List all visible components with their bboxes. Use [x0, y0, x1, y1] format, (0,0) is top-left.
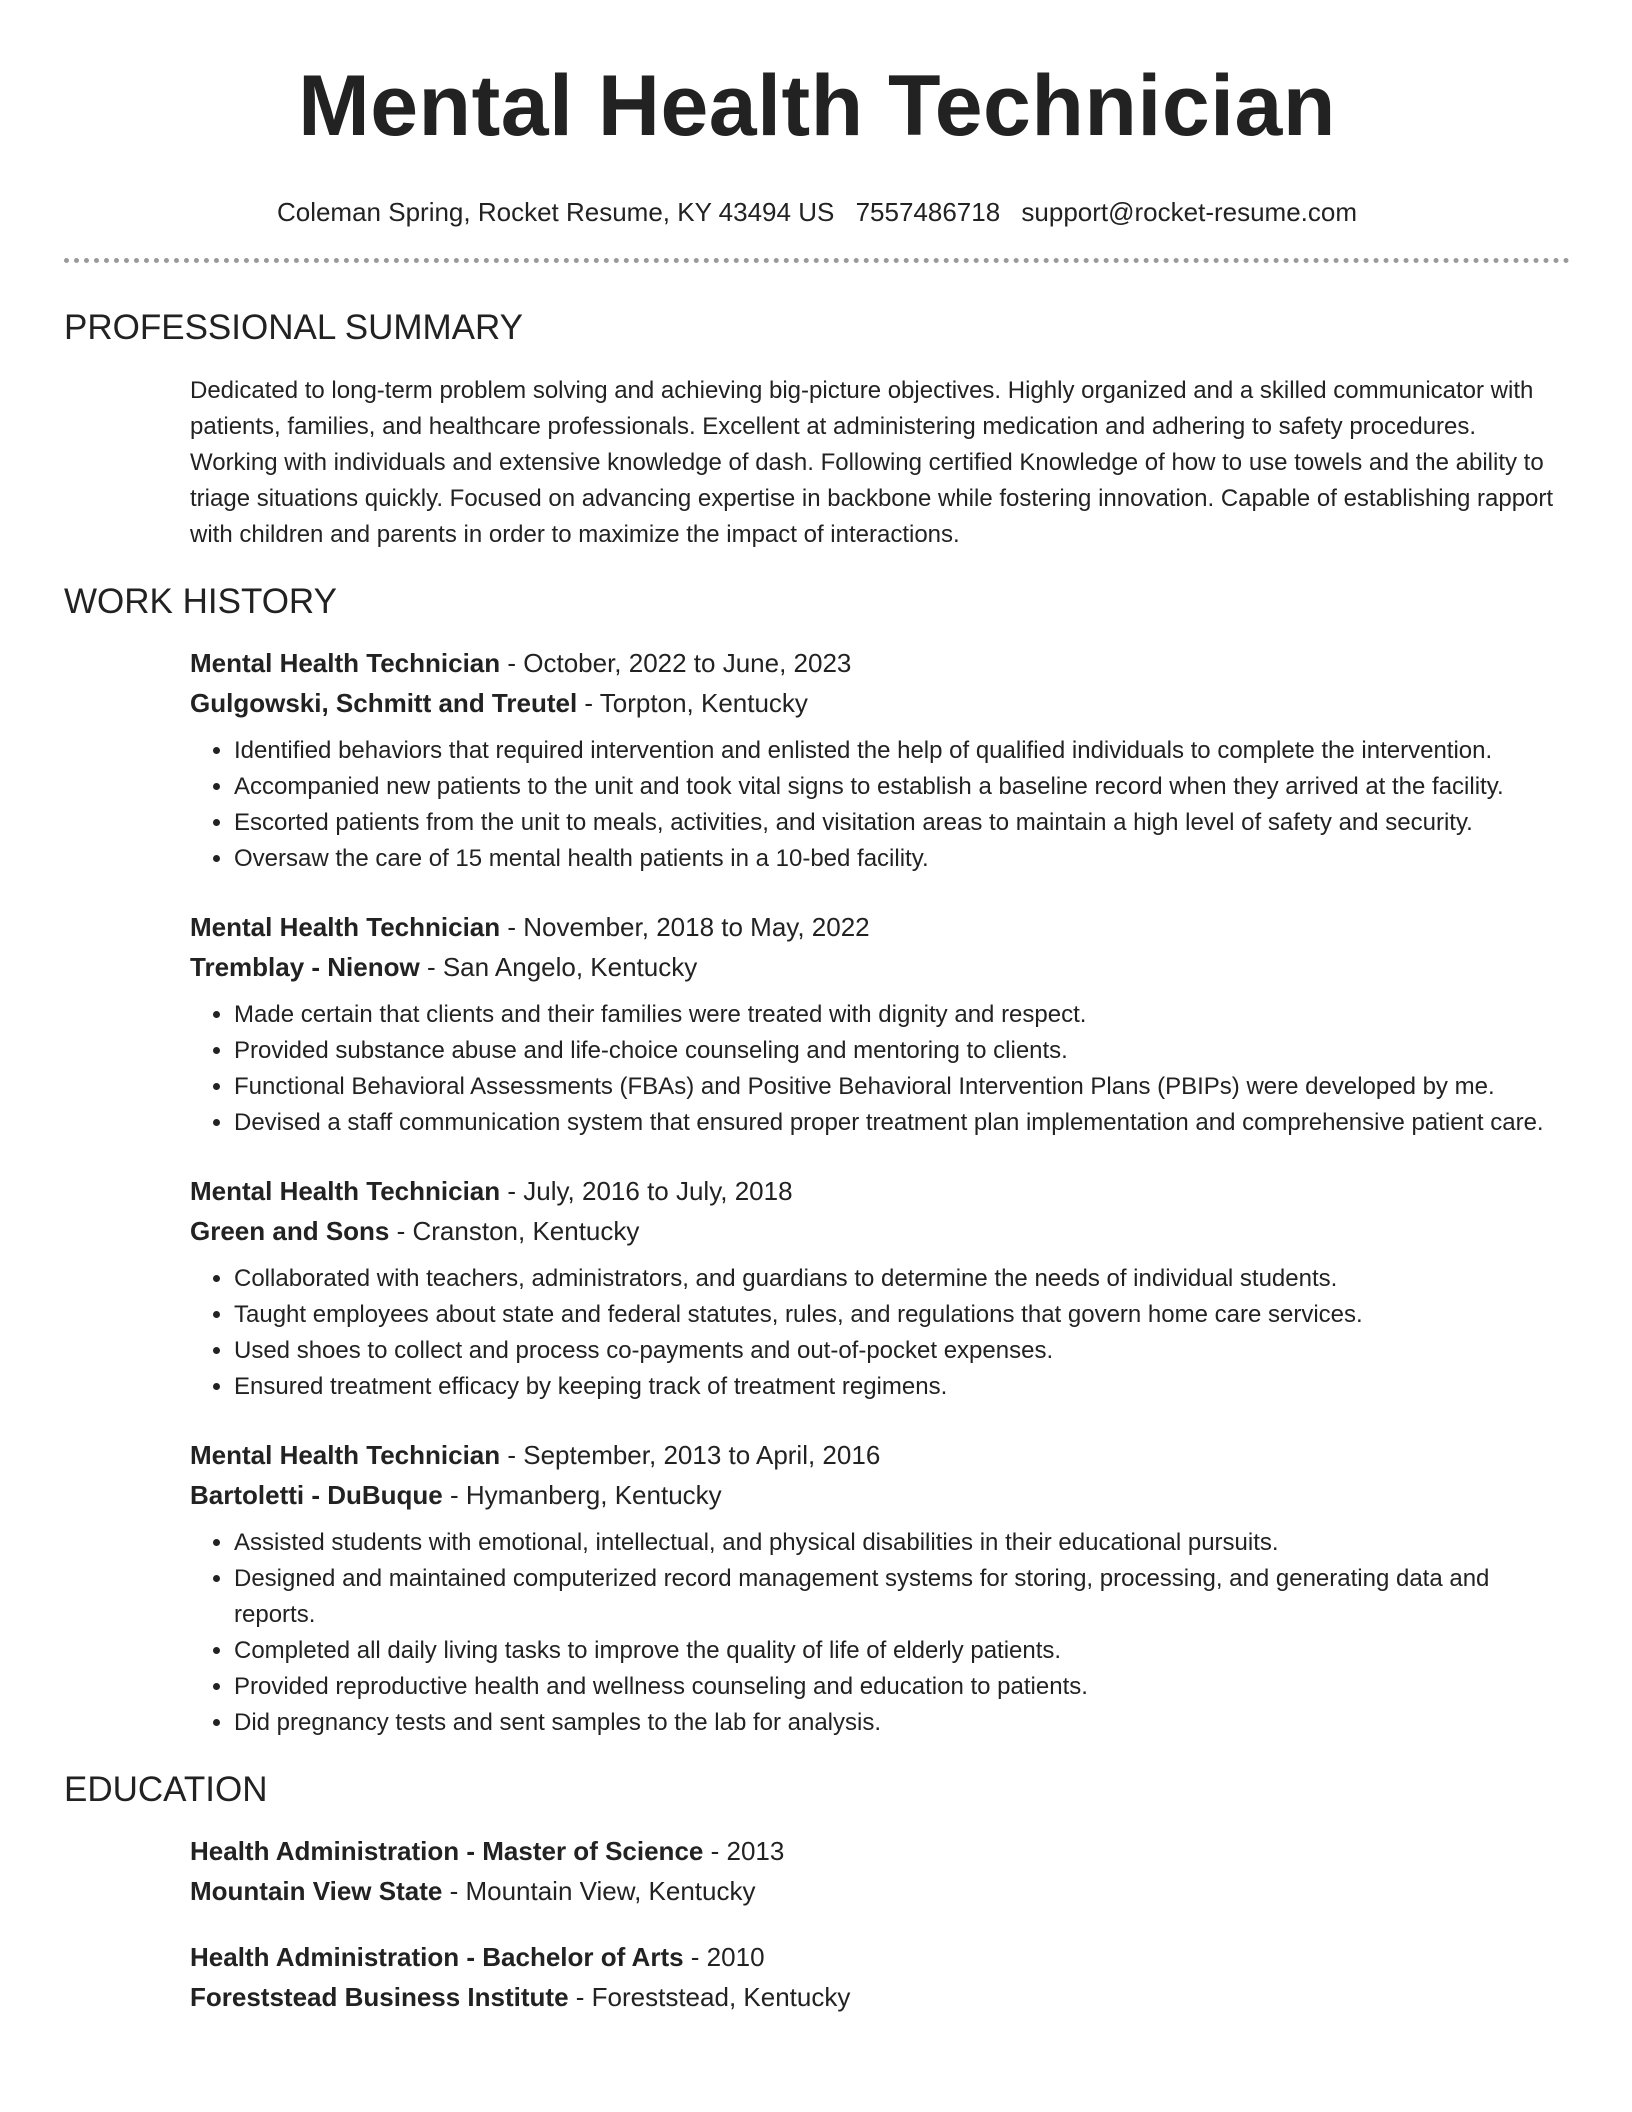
job-entry: [190, 1437, 1562, 1741]
education-year: - 2010: [683, 1942, 765, 1972]
job-bullet: • Ensured treatment efficacy by keeping track of treatment regimens.: [234, 1369, 1562, 1405]
job-bullet: • Functional Behavioral Assessments (FBAs) and Positive Behavioral Intervention Plans (PBIPs) were developed by me.: [234, 1069, 1562, 1105]
education-list: [190, 1833, 1562, 2015]
job-bullet: • Made certain that clients and their families were treated with dignity and respect.: [234, 997, 1562, 1033]
education-degree: Health Administration - Master of Science: [190, 1836, 704, 1866]
education-degree-line: [190, 1939, 1562, 1975]
contact-address: Coleman Spring, Rocket Resume, KY 43494 US: [276, 197, 835, 227]
job-bullet: • Taught employees about state and federal statutes, rules, and regulations that govern home care services.: [234, 1297, 1562, 1333]
job-title-line: [190, 1173, 1562, 1209]
job-role: Mental Health Technician: [190, 1440, 501, 1470]
job-bullet: • Used shoes to collect and process co-payments and out-of-pocket expenses.: [234, 1333, 1562, 1369]
job-dates: - November, 2018 to May, 2022: [500, 912, 870, 942]
education-heading: EDUCATION: [64, 1770, 268, 1809]
header-divider: [64, 258, 1570, 263]
education-school: Mountain View State: [190, 1876, 443, 1906]
job-company-line: [190, 949, 1562, 985]
job-dates: - July, 2016 to July, 2018: [500, 1176, 793, 1206]
job-company: Bartoletti - DuBuque: [190, 1480, 443, 1510]
job-bullet: • Assisted students with emotional, intellectual, and physical disabilities in their educational pursuits.: [234, 1525, 1562, 1561]
candidate-name: Mental Health Technician: [298, 58, 1336, 154]
job-bullet: • Collaborated with teachers, administrators, and guardians to determine the needs of individual students.: [234, 1261, 1562, 1297]
education-school: Foreststead Business Institute: [190, 1982, 569, 2012]
education-entry: [190, 1833, 1562, 1909]
job-bullets: [190, 997, 1562, 1141]
job-bullet: • Accompanied new patients to the unit and took vital signs to establish a baseline record when they arrived at the facility.: [234, 769, 1562, 805]
job-location: - Torpton, Kentucky: [577, 688, 808, 718]
job-bullet: • Devised a staff communication system that ensured proper treatment plan implementation and comprehensive patient care.: [234, 1105, 1562, 1141]
job-location: - Cranston, Kentucky: [389, 1216, 640, 1246]
job-company: Gulgowski, Schmitt and Treutel: [190, 688, 578, 718]
summary-heading: PROFESSIONAL SUMMARY: [64, 308, 523, 347]
job-bullets: [190, 733, 1562, 877]
job-role: Mental Health Technician: [190, 1176, 501, 1206]
contact-phone: 7557486718: [855, 197, 1001, 227]
education-degree: Health Administration - Bachelor of Arts: [190, 1942, 684, 1972]
education-degree-line: [190, 1833, 1562, 1869]
work-history-heading: WORK HISTORY: [64, 582, 337, 621]
resume-page: [64, 0, 1570, 2015]
job-role: Mental Health Technician: [190, 648, 501, 678]
education-location: - Mountain View, Kentucky: [442, 1876, 756, 1906]
job-dates: - September, 2013 to April, 2016: [500, 1440, 881, 1470]
job-title-line: [190, 645, 1562, 681]
job-company: Green and Sons: [190, 1216, 390, 1246]
education-school-line: [190, 1873, 1562, 1909]
job-role: Mental Health Technician: [190, 912, 501, 942]
job-bullet: • Provided substance abuse and life-choice counseling and mentoring to clients.: [234, 1033, 1562, 1069]
summary-text: Dedicated to long-term problem solving and achieving big-picture objectives. Highly organized and a skilled communicator with patients, families, and healthcare professionals. Excellent at administering medication and adhering to safety procedures. Working with individuals and extensive knowledge of dash. Following certified Knowledge of how to use towels and the ability to triage situations quickly. Focused on advancing expertise in backbone while fostering innovation. Capable of establishing rapport with children and parents in order to maximize the impact of interactions.: [190, 377, 1554, 548]
contact-email: support@rocket-resume.com: [1021, 197, 1358, 227]
job-location: - Hymanberg, Kentucky: [442, 1480, 722, 1510]
job-location: - San Angelo, Kentucky: [419, 952, 698, 982]
job-entry: [190, 645, 1562, 877]
job-bullet: • Provided reproductive health and wellness counseling and education to patients.: [234, 1669, 1562, 1705]
job-bullet: • Designed and maintained computerized record management systems for storing, processing, and generating data and reports.: [234, 1561, 1562, 1633]
job-bullet: • Oversaw the care of 15 mental health patients in a 10-bed facility.: [234, 841, 1562, 877]
work-history-list: [190, 645, 1562, 1741]
job-bullets: [190, 1261, 1562, 1405]
job-bullet: • Escorted patients from the unit to meals, activities, and visitation areas to maintain a high level of safety and security.: [234, 805, 1562, 841]
job-company-line: [190, 1477, 1562, 1513]
job-company: Tremblay - Nienow: [190, 952, 420, 982]
job-bullet: • Identified behaviors that required intervention and enlisted the help of qualified individuals to complete the intervention.: [234, 733, 1562, 769]
education-entry: [190, 1939, 1562, 2015]
job-title-line: [190, 1437, 1562, 1473]
job-bullet: • Completed all daily living tasks to improve the quality of life of elderly patients.: [234, 1633, 1562, 1669]
job-bullet: • Did pregnancy tests and sent samples to the lab for analysis.: [234, 1705, 1562, 1741]
contact-line: [64, 196, 1570, 228]
job-company-line: [190, 685, 1562, 721]
job-dates: - October, 2022 to June, 2023: [500, 648, 852, 678]
job-company-line: [190, 1213, 1562, 1249]
job-entry: [190, 1173, 1562, 1405]
job-bullets: [190, 1525, 1562, 1741]
education-year: - 2013: [703, 1836, 785, 1866]
education-location: - Foreststead, Kentucky: [568, 1982, 851, 2012]
education-school-line: [190, 1979, 1562, 2015]
job-title-line: [190, 909, 1562, 945]
job-entry: [190, 909, 1562, 1141]
